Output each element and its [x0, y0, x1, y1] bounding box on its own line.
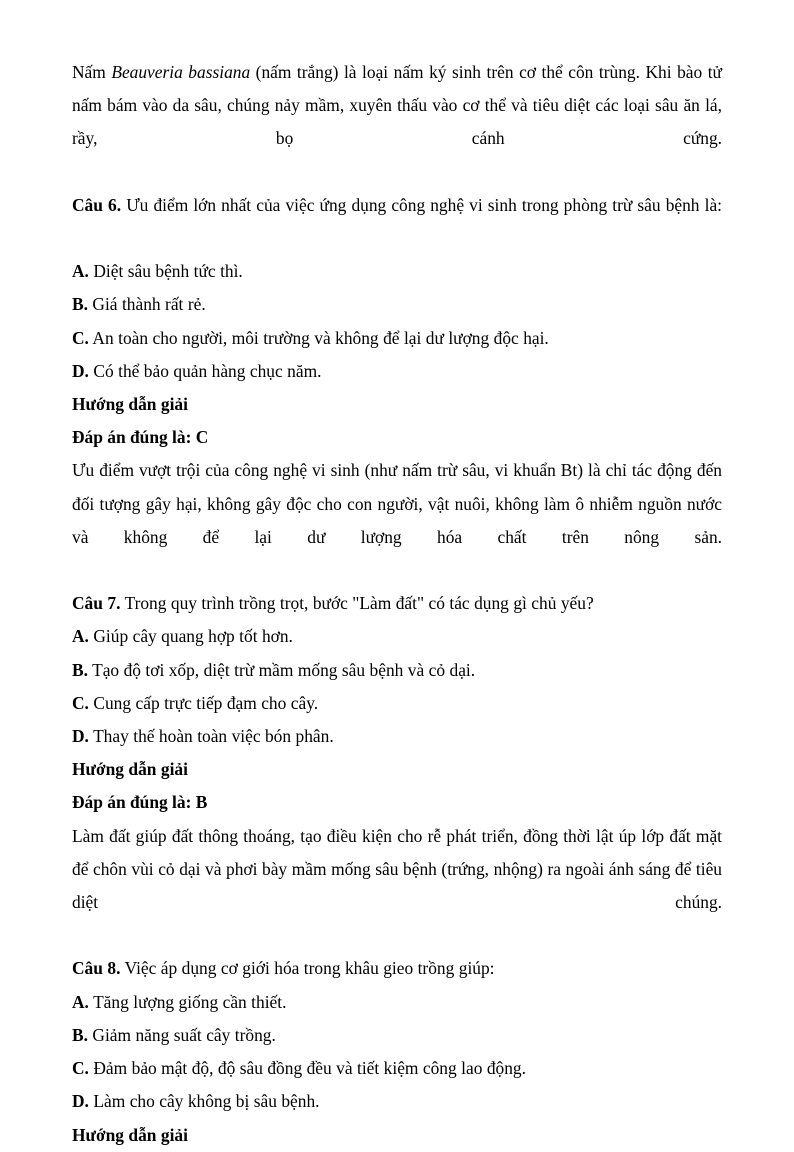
question-8-guide-heading: Hướng dẫn giải: [72, 1124, 188, 1145]
answer-value: B: [195, 792, 208, 813]
question-8-option-a[interactable]: [72, 986, 722, 1019]
intro-text-lead: Nấm: [72, 62, 112, 82]
intro-text-rest: (nấm trắng) là loại nấm ký sinh trên cơ thể côn trùng. Khi bào tử nấm bám vào da sâu, chúng nảy mầm, xuyên thấu vào cơ thể và tiêu diệt các loại sâu ăn lá, rầy, bọ cánh cứng.: [72, 62, 722, 149]
question-6-text: Ưu điểm lớn nhất của việc ứng dụng công nghệ vi sinh trong phòng trừ sâu bệnh là:: [126, 194, 722, 215]
question-8-line: [72, 952, 722, 985]
option-text-b: Giá thành rất rẻ.: [92, 294, 206, 315]
option-label-b: B.: [72, 1024, 88, 1045]
question-7-option-d[interactable]: [72, 720, 722, 753]
question-7-explanation: Làm đất giúp đất thông thoáng, tạo điều kiện cho rễ phát triển, đồng thời lật úp lớp đất mặt để chôn vùi cỏ dại và phơi bày mầm mống sâu bệnh (trứng, nhộng) ra ngoài ánh sáng để tiêu diệt chúng.: [72, 825, 722, 913]
question-7-label: Câu 7.: [72, 593, 121, 614]
option-text-d: Làm cho cây không bị sâu bệnh.: [93, 1091, 320, 1112]
option-label-a: A.: [72, 626, 89, 647]
option-text-b: Giảm năng suất cây trồng.: [92, 1024, 276, 1045]
option-label-b: B.: [72, 294, 88, 315]
answer-value: C: [195, 427, 209, 448]
option-label-b: B.: [72, 659, 88, 680]
question-7-option-b[interactable]: [72, 654, 722, 687]
answer-label: Đáp án đúng là:: [72, 427, 192, 448]
option-text-a: Tăng lượng giống cần thiết.: [93, 991, 287, 1012]
question-8-option-c[interactable]: [72, 1052, 722, 1085]
species-name-italic: Beauveria bassiana: [111, 62, 251, 82]
question-7-option-a[interactable]: [72, 620, 722, 653]
option-text-c: Đảm bảo mật độ, độ sâu đồng đều và tiết kiệm công lao động.: [93, 1058, 526, 1079]
question-6-option-d[interactable]: [72, 355, 722, 388]
document-body: [72, 56, 722, 1152]
option-label-a: A.: [72, 261, 89, 282]
option-text-c: Cung cấp trực tiếp đạm cho cây.: [93, 692, 319, 713]
answer-label: Đáp án đúng là:: [72, 792, 192, 813]
option-label-d: D.: [72, 360, 89, 381]
question-8-option-d[interactable]: [72, 1085, 722, 1118]
option-text-a: Giúp cây quang hợp tốt hơn.: [93, 626, 293, 647]
question-6-label: Câu 6.: [72, 194, 122, 215]
question-8-label: Câu 8.: [72, 958, 121, 979]
option-label-d: D.: [72, 726, 89, 747]
question-7-guide-heading: Hướng dẫn giải: [72, 759, 188, 780]
option-label-c: C.: [72, 327, 89, 348]
question-6-option-b[interactable]: [72, 288, 722, 321]
intro-paragraph: [72, 56, 722, 189]
option-label-d: D.: [72, 1091, 89, 1112]
question-8-option-b[interactable]: [72, 1019, 722, 1052]
question-6-line: [72, 189, 722, 255]
option-label-c: C.: [72, 692, 89, 713]
question-6-explanation: Ưu điểm vượt trội của công nghệ vi sinh (như nấm trừ sâu, vi khuẩn Bt) là chỉ tác động đến đối tượng gây hại, không gây độc cho con người, vật nuôi, không làm ô nhiễm nguồn nước và không để lại dư lượng hóa chất trên nông sản.: [72, 460, 722, 547]
question-6-guide-heading: Hướng dẫn giải: [72, 394, 188, 415]
question-6-option-a[interactable]: [72, 255, 722, 288]
option-label-a: A.: [72, 991, 89, 1012]
question-7-line: [72, 587, 722, 620]
option-text-a: Diệt sâu bệnh tức thì.: [93, 261, 243, 282]
option-text-b: Tạo độ tơi xốp, diệt trừ mầm mống sâu bệnh và cỏ dại.: [92, 659, 476, 680]
option-text-c: An toàn cho người, môi trường và không để lại dư lượng độc hại.: [92, 327, 549, 348]
question-6-option-c[interactable]: [72, 322, 722, 355]
question-7-option-c[interactable]: [72, 687, 722, 720]
question-7-text: Trong quy trình trồng trọt, bước "Làm đất" có tác dụng gì chủ yếu?: [124, 593, 594, 614]
question-7-answer-line: [72, 786, 722, 819]
option-text-d: Có thể bảo quản hàng chục năm.: [93, 360, 322, 381]
question-6-answer-line: [72, 421, 722, 454]
option-label-c: C.: [72, 1058, 89, 1079]
option-text-d: Thay thế hoàn toàn việc bón phân.: [93, 726, 334, 747]
question-8-text: Việc áp dụng cơ giới hóa trong khâu gieo trồng giúp:: [124, 958, 495, 979]
